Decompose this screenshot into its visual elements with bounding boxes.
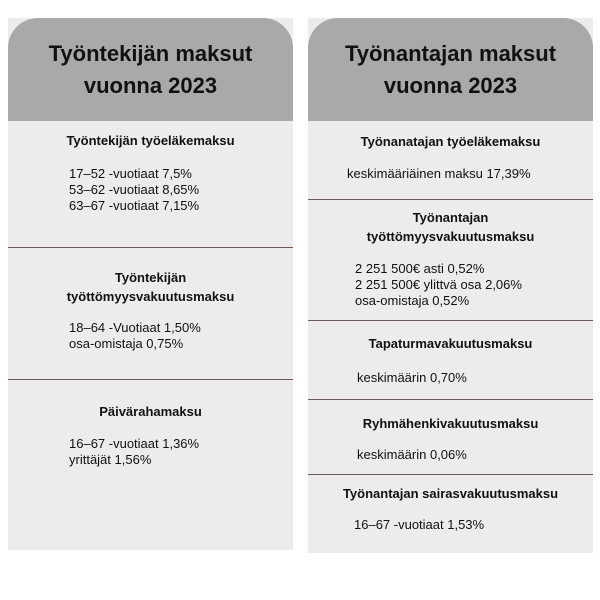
daily-allowance-title: Päivärahamaksu <box>99 404 202 419</box>
employee-pension-title: Työntekijän työeläkemaksu <box>66 133 235 148</box>
section-divider <box>8 247 293 248</box>
employer-unemployment-title: Työnantajan työttömyysvakuutusmaksu <box>366 210 535 244</box>
section-divider <box>308 474 593 475</box>
accident-insurance-rate: keskimäärin 0,70% <box>357 370 467 385</box>
daily-allowance-rates: 16–67 -vuotiaat 1,36% yrittäjät 1,56% <box>69 436 200 467</box>
employer-fees-panel <box>308 18 593 553</box>
section-divider <box>308 320 593 321</box>
employer-sickness-insurance-title: Työnantajan sairasvakuutusmaksu <box>342 486 559 501</box>
employee-unemployment-rates: 18–64 -Vuotiaat 1,50% osa-omistaja 0,75% <box>69 320 201 351</box>
employee-pension-rates: 17–52 -vuotiaat 7,5% 53–62 -vuotiaat 8,65% 63–67 -vuotiaat 7,15% <box>69 166 200 213</box>
employer-unemployment-rates: 2 251 500€ asti 0,52% 2 251 500€ ylittvä osa 2,06% osa-omistaja 0,52% <box>355 261 522 308</box>
section-divider <box>308 199 593 200</box>
group-life-insurance-title: Ryhmähenkivakuutusmaksu <box>362 416 539 431</box>
employer-sickness-insurance-rate: 16–67 -vuotiaat 1,53% <box>354 517 485 532</box>
employee-fees-panel <box>8 18 293 550</box>
section-divider <box>8 379 293 380</box>
accident-insurance-title: Tapaturmavakuutusmaksu <box>368 336 533 351</box>
employer-pension-title: Työnanatajan työeläkemaksu <box>360 134 541 149</box>
employer-fees-title: Työnantajan maksut vuonna 2023 <box>308 18 593 121</box>
group-life-insurance-rate: keskimäärin 0,06% <box>357 447 467 462</box>
section-divider <box>308 399 593 400</box>
employer-pension-rate: keskimääriäinen maksu 17,39% <box>347 166 531 181</box>
employee-unemployment-title: Työntekijän työttömyysvakuutusmaksu <box>66 270 235 304</box>
employee-fees-title: Työntekijän maksut vuonna 2023 <box>8 18 293 121</box>
